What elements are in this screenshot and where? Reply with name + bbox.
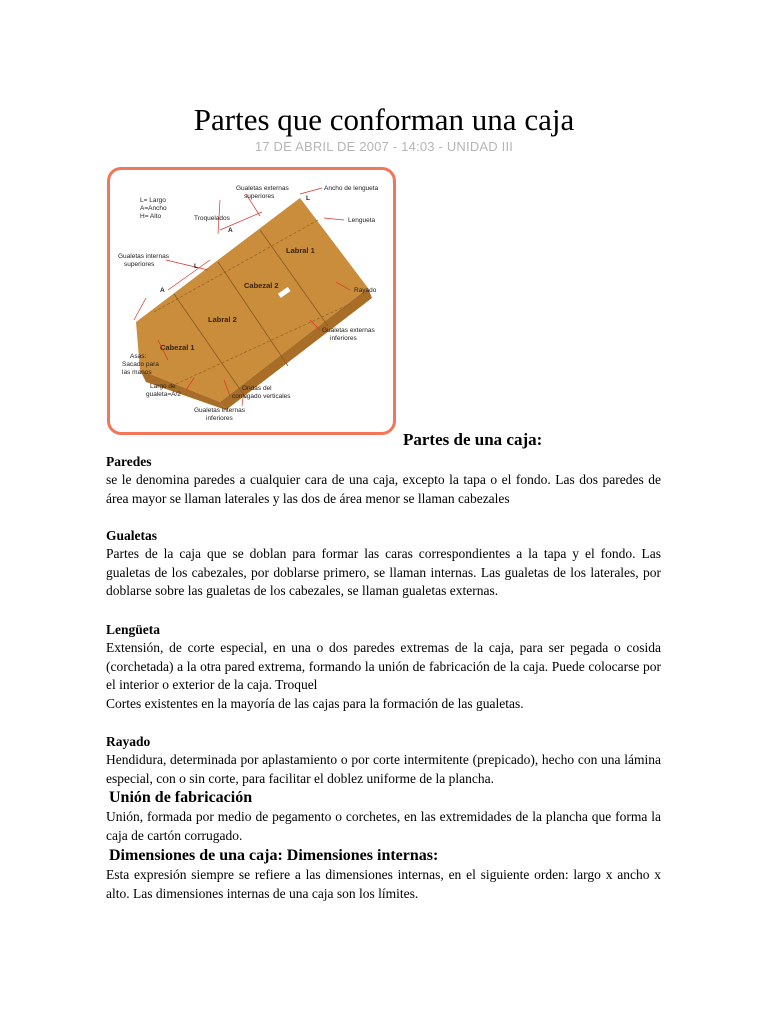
label-asas-3: las manos xyxy=(122,369,152,376)
box-diagram xyxy=(107,167,396,435)
panel-label-labral-2: Labral 2 xyxy=(208,315,237,324)
box-diagram-svg xyxy=(110,170,393,432)
label-rayado: Rayado xyxy=(354,287,377,294)
label-largo-gualeta-1: Largo de xyxy=(150,383,176,390)
label-gualetas-ext-inf-1: Gualetas externas xyxy=(322,327,375,334)
text-dimensiones: Esta expresión siempre se refiere a las dimensiones internas, en el siguiente orden: largo x ancho x alto. Las dimensiones internas de una caja son los límites. xyxy=(106,867,661,901)
cardboard-blank xyxy=(136,198,372,410)
panel-label-cabezal-1: Cabezal 1 xyxy=(160,343,195,352)
section-union xyxy=(106,788,661,845)
letter-l-top: L xyxy=(306,195,310,202)
text-union: Unión, formada por medio de pegamento o corchetes, en las extremidades de la plancha que forma la caja de cartón corrugado. xyxy=(106,809,661,843)
section-lengueta xyxy=(106,621,661,714)
label-ondas-2: corrugado verticales xyxy=(232,393,291,400)
letter-a-left: A xyxy=(160,287,165,294)
text-gualetas: Partes de la caja que se doblan para formar las caras correspondientes a la tapa y el fondo. Las gualetas de los cabezales, por doblarse primero, se llaman internas. Las gualetas de los laterales, por doblarse sobre las gualetas de los cabezales, se llaman gualetas externas. xyxy=(106,546,661,599)
label-gualetas-ext-sup-2: superiores xyxy=(244,193,275,200)
letter-a-top: A xyxy=(228,227,233,234)
label-gualetas-int-sup-1: Gualetas internas xyxy=(118,253,169,260)
panel-label-labral-1: Labral 1 xyxy=(286,246,315,255)
label-gualetas-int-sup-2: superiores xyxy=(124,261,155,268)
section-heading-partes: Partes de una caja: xyxy=(403,430,543,449)
label-gualetas-int-inf-2: inferiores xyxy=(206,415,233,422)
label-gualetas-ext-inf-2: inferiores xyxy=(330,335,357,342)
page-title: Partes que conforman una caja xyxy=(193,102,575,137)
label-troquelados: Troquelados xyxy=(194,215,230,222)
heading-gualetas: Gualetas xyxy=(106,528,158,543)
section-dimensiones xyxy=(106,846,661,903)
label-lengueta: Lengueta xyxy=(348,217,376,224)
heading-dimensiones: Dimensiones de una caja: Dimensiones internas: xyxy=(109,847,439,864)
heading-paredes: Paredes xyxy=(106,454,152,469)
section-paredes xyxy=(106,453,661,508)
label-largo: L= Largo xyxy=(140,197,166,204)
label-ondas-1: Ondas del xyxy=(242,385,272,392)
text-paredes: se le denomina paredes a cualquier cara de una caja, excepto la tapa o el fondo. Las dos paredes de área mayor se llaman laterales y las dos de área menor se llaman cabezales xyxy=(106,472,661,506)
label-asas-2: Sacado para xyxy=(122,361,159,368)
label-alto: H= Alto xyxy=(140,213,162,220)
label-asas-1: Asas: xyxy=(130,353,147,360)
letter-l-left: L xyxy=(194,263,198,270)
text-troquel: Cortes existentes en la mayoría de las cajas para la formación de las gualetas. xyxy=(106,696,524,712)
label-ancho: A=Ancho xyxy=(140,205,167,212)
heading-union: Unión de fabricación xyxy=(109,789,253,806)
section-rayado xyxy=(106,733,661,788)
text-rayado: Hendidura, determinada por aplastamiento o por corte intermitente (prepicado), hecho con una lámina especial, con o sin corte, para facilitar el doblez uniforme de la plancha. xyxy=(106,752,661,786)
text-lengueta: Extensión, de corte especial, en una o dos paredes extremas de la caja, para ser pegada o cosida (corchetada) a la otra pared extrema, formando la unión de fabricación de la caja. Puede colocarse por el interior o exterior de la caja. Troquel xyxy=(106,640,661,693)
label-gualetas-ext-sup-1: Gualetas externas xyxy=(236,185,289,192)
post-meta: 17 DE ABRIL DE 2007 - 14:03 - UNIDAD III xyxy=(254,139,514,154)
panel-label-cabezal-2: Cabezal 2 xyxy=(244,281,279,290)
section-gualetas xyxy=(106,527,661,601)
label-gualetas-int-inf-1: Gualetas internas xyxy=(194,407,245,414)
label-largo-gualeta-2: gualeta=A/2 xyxy=(146,391,181,398)
heading-lengueta: Lengüeta xyxy=(106,622,160,637)
label-ancho-lengueta: Ancho de lengueta xyxy=(324,185,379,192)
heading-rayado: Rayado xyxy=(106,734,151,749)
